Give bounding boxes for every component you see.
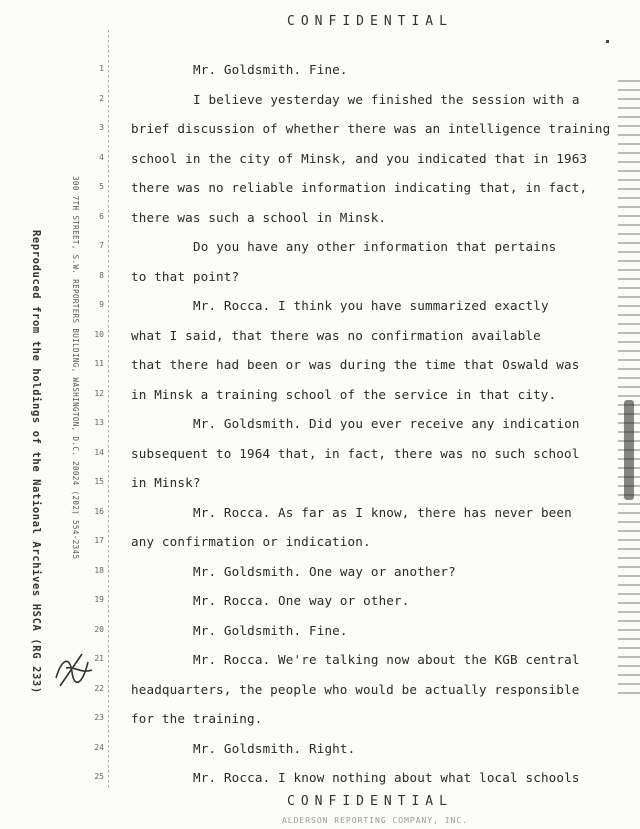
transcript-line: headquarters, the people who would be actually responsible	[131, 681, 580, 697]
transcript-line: Mr. Goldsmith. Right.	[193, 740, 356, 756]
transcript-line: in Minsk a training school of the service in that city.	[131, 386, 557, 402]
line-number: 18	[94, 565, 104, 575]
line-number: 15	[94, 477, 104, 486]
footer-confidential: CONFIDENTIAL	[287, 794, 453, 809]
line-number: 12	[94, 388, 104, 398]
scan-edge-noise	[618, 80, 640, 700]
transcript-line: brief discussion of whether there was an intelligence training	[131, 121, 611, 136]
transcript-line: Mr. Rocca. We're talking now about the KGB central	[193, 652, 580, 667]
transcript-line: school in the city of Minsk, and you indicated that in 1963	[131, 150, 588, 166]
transcript-line: Mr. Rocca. I think you have summarized exactly	[193, 298, 549, 313]
line-number: 14	[94, 447, 104, 457]
line-number: 16	[94, 506, 104, 516]
scan-blot	[624, 400, 634, 500]
line-number: 21	[94, 654, 104, 663]
transcript-line: Mr. Goldsmith. Did you ever receive any indication	[193, 416, 580, 431]
line-number: 8	[99, 270, 104, 280]
line-number: 13	[94, 418, 104, 427]
line-number: 11	[94, 359, 104, 368]
transcript-line: Mr. Goldsmith. Fine.	[193, 622, 348, 638]
line-number: 1	[99, 64, 104, 73]
transcript-line: Mr. Rocca. One way or other.	[193, 593, 410, 608]
transcript-line: what I said, that there was no confirmation available	[131, 327, 541, 343]
transcript-line: Mr. Goldsmith. Fine.	[193, 62, 348, 77]
transcript-line: Do you have any other information that pertains	[193, 239, 557, 254]
transcript-line: there was such a school in Minsk.	[131, 209, 387, 225]
transcript-line: Mr. Goldsmith. One way or another?	[193, 563, 456, 579]
transcript-line: in Minsk?	[131, 475, 201, 490]
transcript-line: I believe yesterday we finished the session with a	[193, 91, 580, 107]
transcript-line: there was no reliable information indicating that, in fact,	[131, 180, 588, 195]
transcript-line: any confirmation or indication.	[131, 534, 371, 549]
header-confidential: CONFIDENTIAL	[287, 14, 453, 29]
line-number: 25	[94, 772, 104, 781]
reporter-address-note: 300 7TH STREET, S.W. REPORTERS BUILDING, WASHINGTON, D.C. 20024 (202) 554-2345	[71, 176, 80, 560]
line-number: 22	[94, 683, 104, 693]
line-number: 3	[99, 123, 104, 132]
line-number: 17	[94, 536, 104, 545]
line-number: 9	[99, 300, 104, 309]
transcript-line: Mr. Rocca. I know nothing about what local schools	[193, 770, 580, 785]
transcript-line: for the training.	[131, 711, 263, 726]
scan-dot	[606, 40, 609, 43]
line-number: 23	[94, 713, 104, 722]
footer-company: ALDERSON REPORTING COMPANY, INC.	[281, 816, 469, 825]
transcript-line: that there had been or was during the time that Oswald was	[131, 357, 580, 372]
line-number: 19	[94, 595, 104, 604]
margin-rule	[108, 30, 109, 790]
transcript-line: to that point?	[131, 268, 240, 284]
line-number: 20	[94, 624, 104, 634]
line-number: 4	[99, 152, 104, 162]
archive-reproduction-note: Reproduced from the holdings of the National Archives HSCA (RG 233)	[30, 230, 42, 694]
transcript-line: subsequent to 1964 that, in fact, there was no such school	[131, 445, 580, 461]
line-number: 7	[99, 241, 104, 250]
line-number: 2	[99, 93, 104, 103]
line-number: 5	[99, 182, 104, 191]
line-number: 10	[94, 329, 104, 339]
line-number: 6	[99, 211, 104, 221]
transcript-line: Mr. Rocca. As far as I know, there has never been	[193, 504, 572, 520]
line-number: 24	[94, 742, 104, 752]
